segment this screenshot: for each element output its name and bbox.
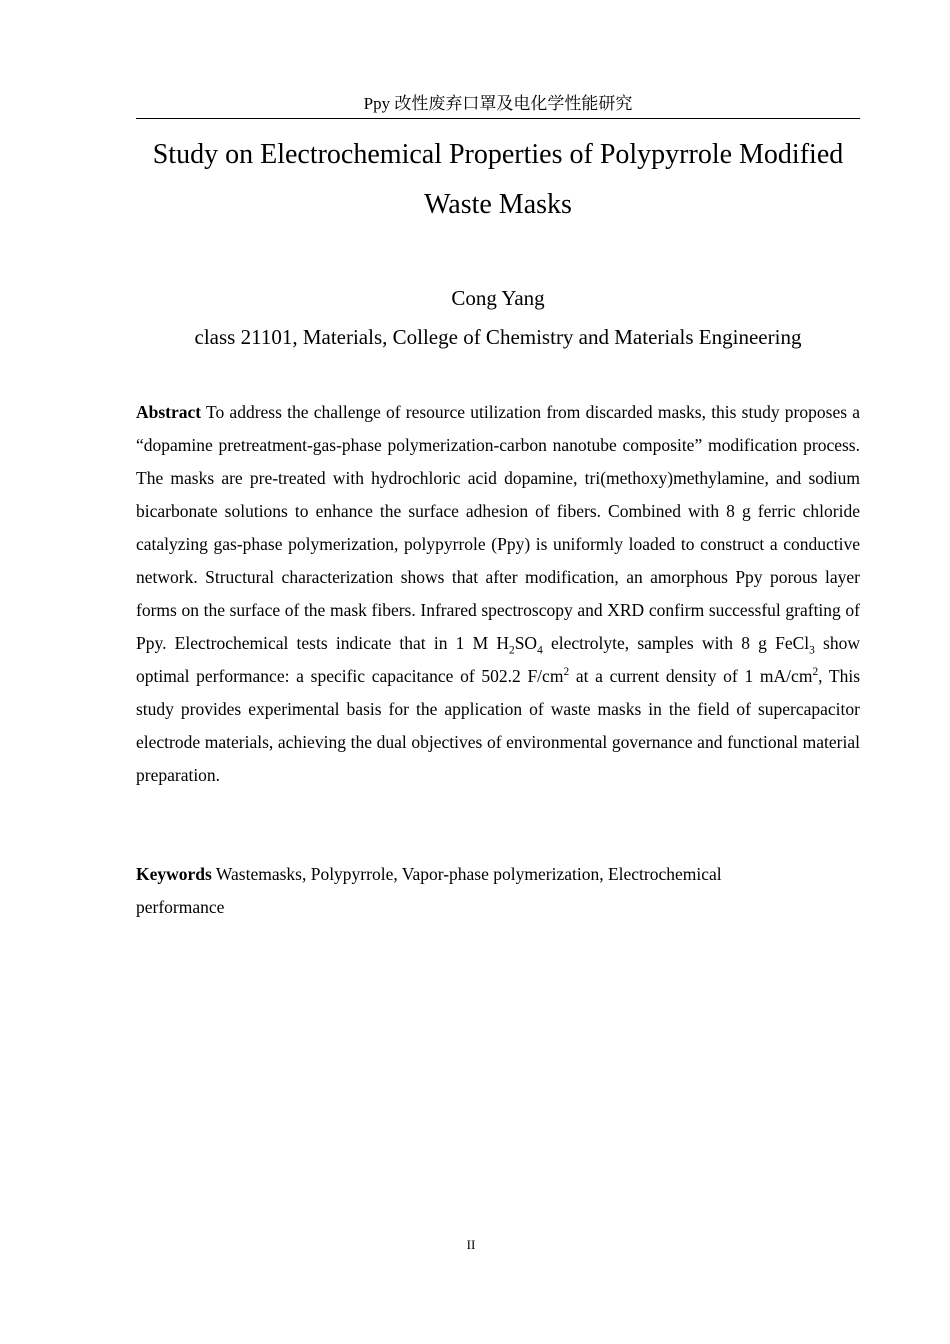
header-rule: [136, 118, 860, 119]
keywords-paragraph: [136, 858, 796, 924]
abstract-subscript: 2: [509, 644, 515, 657]
abstract-text-part: electrolyte, samples with 8 g FeCl: [542, 633, 810, 653]
abstract-superscript: 2: [812, 666, 819, 679]
abstract-label: Abstract: [136, 402, 202, 422]
paper-title: Study on Electrochemical Properties of Polypyrrole Modified Waste Masks: [152, 139, 844, 220]
keywords-label: Keywords: [136, 864, 212, 884]
page-number: II: [466, 1237, 476, 1252]
running-header: Ppy 改性废弃口罩及电化学性能研究: [363, 94, 633, 113]
abstract-text-part: To address the challenge of resource utilization from discarded masks, this study proposes a “dopamine pretreatment-gas-phase polymerization-carbon nanotube composite” modification process. The masks are pre-treated with hydrochloric acid dopamine, tri(methoxy)methylamine, and sodium bicarbonate solutions to enhance the surface adhesion of fibers. Combined with 8 g ferric chloride catalyzing gas-phase polymerization, polypyrrole (Ppy) is uniformly loaded to construct a conductive network. Structural characterization shows that after modification, an amorphous Ppy porous layer forms on the surface of the mask fibers. Infrared spectroscopy and XRD confirm successful grafting of Ppy. Electrochemical tests indicate that in 1 M H: [136, 402, 860, 653]
author-affiliation: class 21101, Materials, College of Chemistry and Materials Engineering: [194, 325, 802, 349]
abstract-text-part: at a current density of 1 mA/cm: [569, 666, 813, 686]
abstract-paragraph: [136, 396, 860, 792]
author-name: Cong Yang: [451, 286, 545, 310]
abstract-subscript: 4: [537, 644, 543, 657]
abstract-superscript: 2: [563, 666, 570, 679]
abstract-subscript: 3: [809, 644, 815, 657]
keywords-text: Wastemasks, Polypyrrole, Vapor-phase polymerization, Electrochemical performance: [136, 864, 722, 917]
abstract-text-part: SO: [514, 633, 538, 653]
abstract-text-part: , This study provides experimental basis for the application of waste masks in the field of supercapacitor electrode materials, achieving the dual objectives of environmental governance and functional material preparation.: [136, 666, 861, 785]
abstract-text-part: show optimal performance: a specific capacitance of 502.2 F/cm: [136, 633, 860, 686]
